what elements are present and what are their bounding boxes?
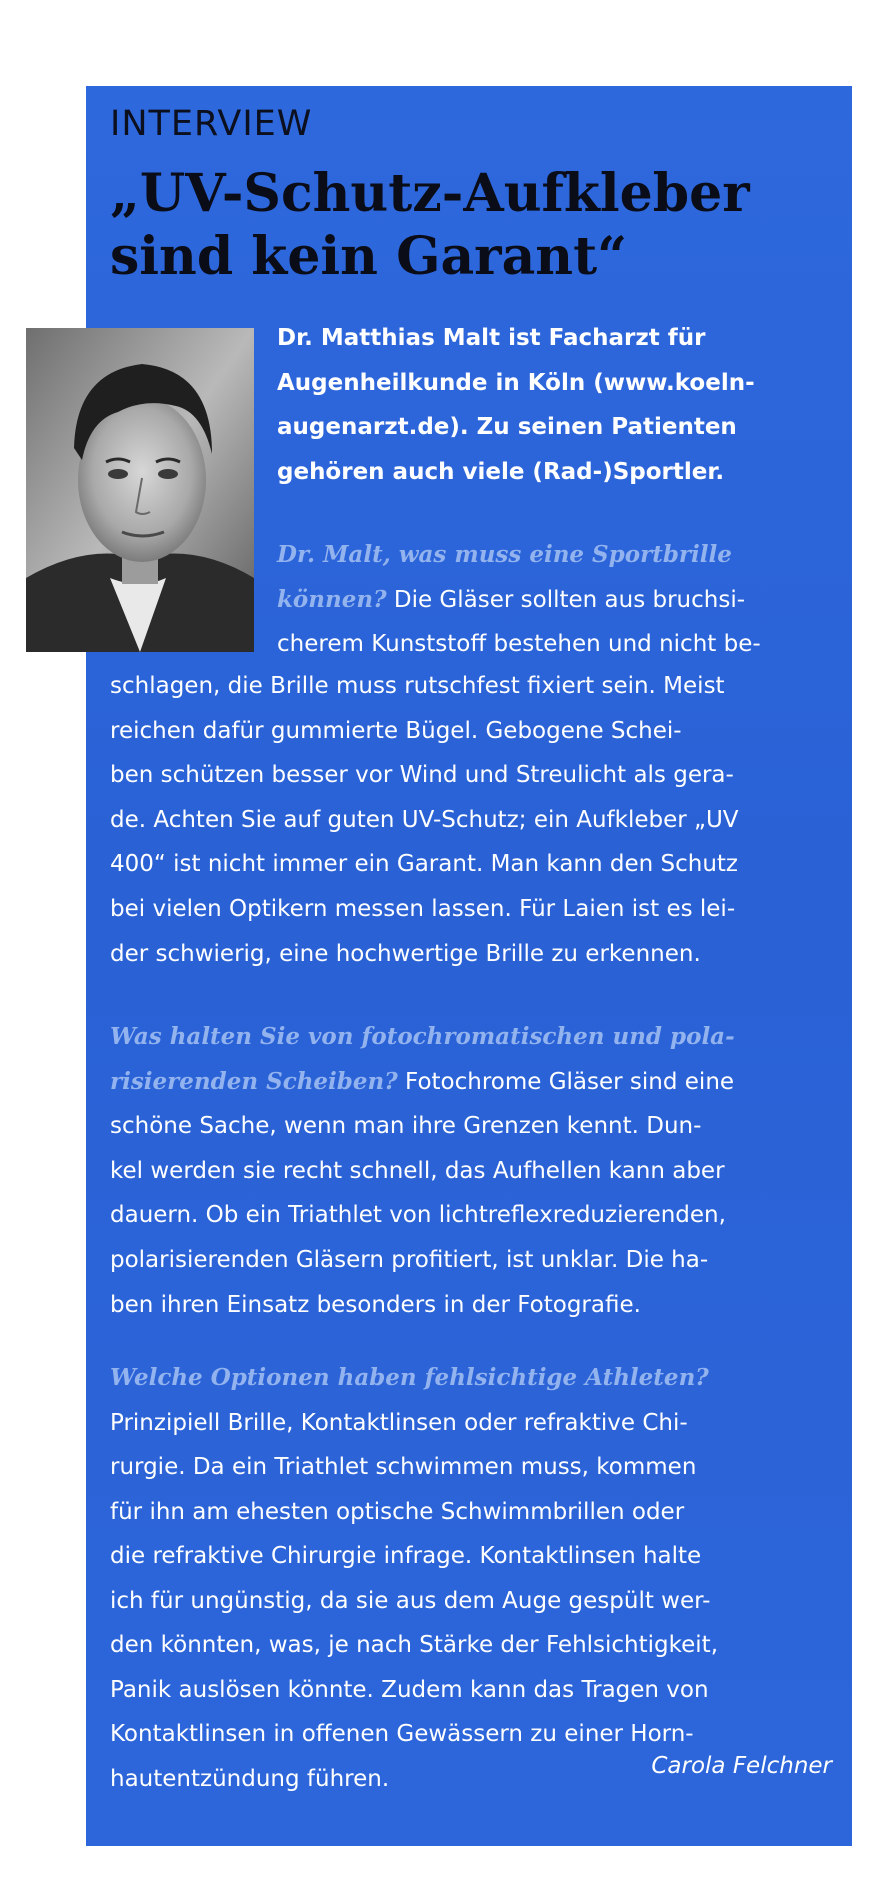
answer-1-line: bei vielen Optikern messen lassen. Für Laien ist es lei- bbox=[110, 895, 736, 922]
answer-1-line: schlagen, die Brille muss rutschfest fixiert sein. Meist bbox=[110, 673, 725, 699]
intro-line: augenarzt.de). Zu seinen Patienten bbox=[277, 414, 737, 440]
question-2-block bbox=[110, 1015, 850, 1327]
intro-line: gehören auch viele (Rad-)Sportler. bbox=[277, 458, 725, 485]
answer-3-line: den könnten, was, je nach Stärke der Fehlsichtigkeit, bbox=[110, 1632, 719, 1658]
section-kicker: INTERVIEW bbox=[110, 104, 313, 144]
author-intro bbox=[277, 316, 822, 494]
answer-3-line: für ihn am ehesten optische Schwimmbrillen oder bbox=[110, 1498, 685, 1525]
headline-line-1: „UV-Schutz-Aufkleber bbox=[110, 163, 750, 224]
answer-1-line: 400“ ist nicht immer ein Garant. Man kann den Schutz bbox=[110, 851, 739, 878]
article-headline bbox=[110, 162, 830, 288]
question-2-line-1: Was halten Sie von fotochromatischen und pola- bbox=[110, 1023, 735, 1050]
answer-1-line: ben schützen besser vor Wind und Streulicht als gera- bbox=[110, 762, 734, 789]
answer-1-start: Die Gläser sollten aus bruchsi- bbox=[386, 586, 746, 613]
author-credit: Carola Felchner bbox=[651, 1753, 832, 1779]
answer-3-line: Panik auslösen könnte. Zudem kann das Tragen von bbox=[110, 1676, 709, 1703]
question-2-line-2: risierenden Scheiben? bbox=[110, 1067, 398, 1095]
answer-3-line: hautentzündung führen. bbox=[110, 1765, 390, 1792]
answer-2-line: dauern. Ob ein Triathlet von lichtreflexreduzierenden, bbox=[110, 1202, 726, 1229]
question-3-line-1: Welche Optionen haben fehlsichtige Athleten? bbox=[110, 1364, 709, 1391]
answer-1-block bbox=[110, 664, 850, 976]
answer-2-line: schöne Sache, wenn man ihre Grenzen kennt. Dun- bbox=[110, 1113, 702, 1140]
headline-line-2: sind kein Garant“ bbox=[110, 226, 628, 287]
answer-2-start: Fotochrome Gläser sind eine bbox=[397, 1068, 735, 1095]
answer-1-line: cherem Kunststoff bestehen und nicht be- bbox=[277, 631, 761, 657]
answer-3-line: Kontaktlinsen in offenen Gewässern zu einer Horn- bbox=[110, 1721, 694, 1747]
answer-1-line: der schwierig, eine hochwertige Brille zu erkennen. bbox=[110, 940, 701, 967]
portrait-photo bbox=[26, 328, 254, 652]
answer-2-line: ben ihren Einsatz besonders in der Fotografie. bbox=[110, 1291, 641, 1318]
question-1-line-1: Dr. Malt, was muss eine Sportbrille bbox=[277, 541, 732, 568]
answer-2-line: kel werden sie recht schnell, das Aufhellen kann aber bbox=[110, 1157, 725, 1184]
answer-1-line: reichen dafür gummierte Bügel. Gebogene Schei- bbox=[110, 717, 682, 744]
question-1-line-2: können? bbox=[277, 585, 387, 613]
answer-3-line: ich für ungünstig, da sie aus dem Auge gespült wer- bbox=[110, 1587, 711, 1614]
question-1-block bbox=[277, 533, 837, 667]
answer-1-line: de. Achten Sie auf guten UV-Schutz; ein Aufkleber „UV bbox=[110, 806, 739, 833]
answer-3-line: rurgie. Da ein Triathlet schwimmen muss, kommen bbox=[110, 1454, 697, 1480]
intro-line: Augenheilkunde in Köln (www.koeln- bbox=[277, 369, 755, 396]
portrait-image bbox=[26, 328, 254, 652]
answer-2-line: polarisierenden Gläsern profitiert, ist unklar. Die ha- bbox=[110, 1246, 709, 1273]
answer-3-line: die refraktive Chirurgie infrage. Kontaktlinsen halte bbox=[110, 1543, 702, 1569]
intro-line: Dr. Matthias Malt ist Facharzt für bbox=[277, 325, 706, 351]
question-3-block bbox=[110, 1356, 850, 1801]
answer-3-line: Prinzipiell Brille, Kontaktlinsen oder refraktive Chi- bbox=[110, 1409, 688, 1436]
